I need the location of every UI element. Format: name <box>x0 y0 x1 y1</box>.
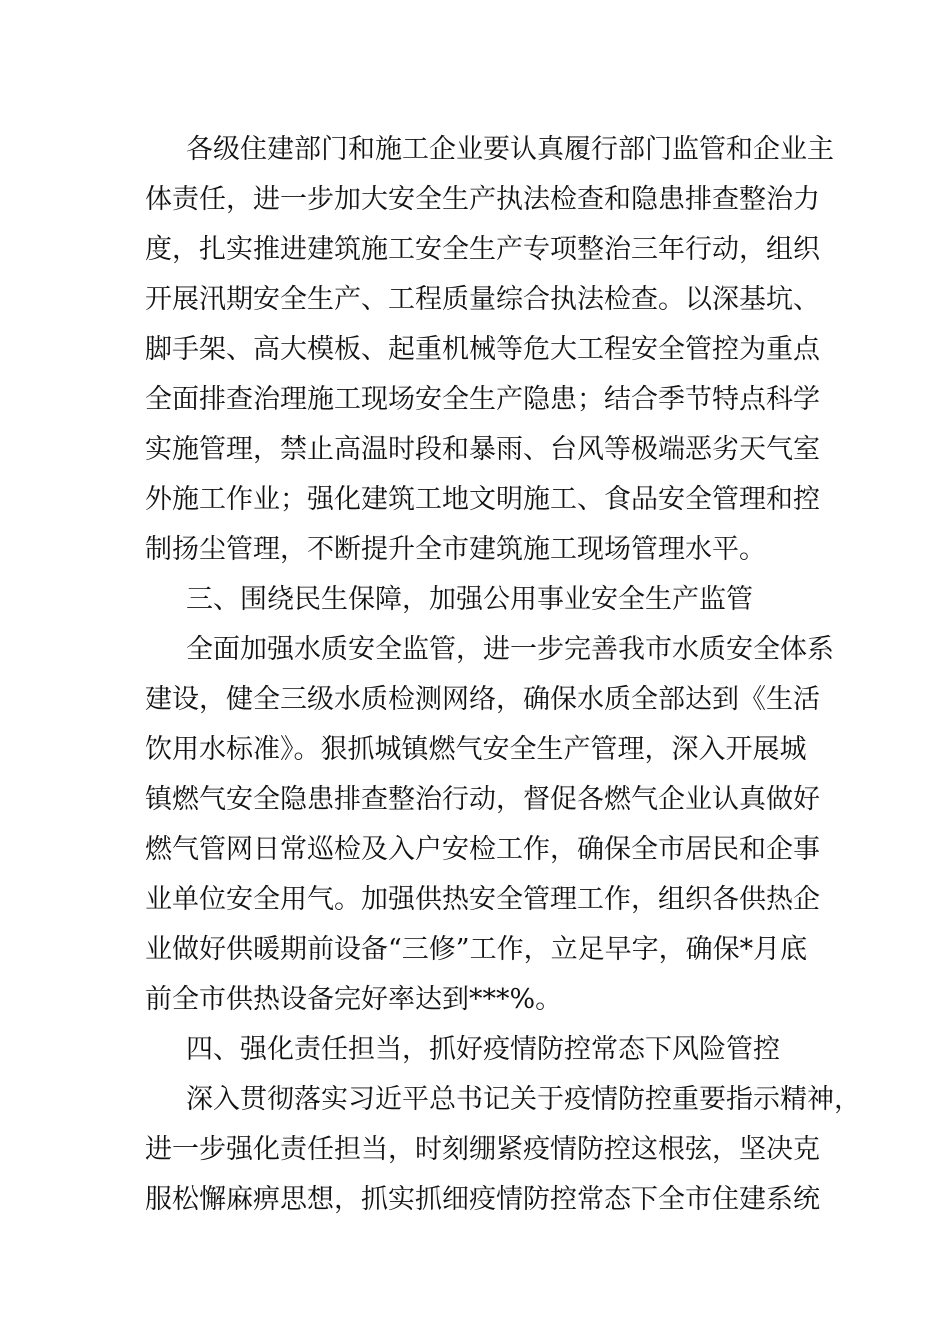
paragraph-line: 燃气管网日常巡检及入户安检工作，确保全市居民和企事 <box>145 834 820 865</box>
paragraph-line: 开展汛期安全生产、工程质量综合执法检查。以深基坑、 <box>145 284 820 315</box>
paragraph-line: 全面排查治理施工现场安全生产隐患；结合季节特点科学 <box>145 384 820 415</box>
paragraph-line: 制扬尘管理，不断提升全市建筑施工现场管理水平。 <box>145 534 766 565</box>
paragraph-line: 实施管理，禁止高温时段和暴雨、台风等极端恶劣天气室 <box>145 434 820 465</box>
paragraph-line: 前全市供热设备完好率达到***%。 <box>145 984 563 1015</box>
paragraph-line: 进一步强化责任担当，时刻绷紧疫情防控这根弦，坚决克 <box>145 1134 820 1165</box>
paragraph-line: 饮用水标准》。狠抓城镇燃气安全生产管理，深入开展城 <box>145 734 807 765</box>
paragraph-line: 脚手架、高大模板、起重机械等危大工程安全管控为重点 <box>145 334 820 365</box>
paragraph-line: 度，扎实推进建筑施工安全生产专项整治三年行动，组织 <box>145 234 820 265</box>
paragraph-line: 建设，健全三级水质检测网络，确保水质全部达到《生活 <box>145 684 820 715</box>
paragraph-line: 服松懈麻痹思想，抓实抓细疫情防控常态下全市住建系统 <box>145 1184 820 1215</box>
paragraph-line: 外施工作业；强化建筑工地文明施工、食品安全管理和控 <box>145 484 820 515</box>
paragraph-line: 各级住建部门和施工企业要认真履行部门监管和企业主 <box>186 134 834 165</box>
paragraph-line: 业做好供暖期前设备“三修”工作，立足早字，确保*月底 <box>145 934 808 965</box>
paragraph-line: 全面加强水质安全监管，进一步完善我市水质安全体系 <box>186 634 834 665</box>
section-heading: 四、强化责任担当，抓好疫情防控常态下风险管控 <box>186 1034 780 1065</box>
section-heading: 三、围绕民生保障，加强公用事业安全生产监管 <box>186 584 753 615</box>
paragraph-line: 镇燃气安全隐患排查整治行动，督促各燃气企业认真做好 <box>145 784 820 815</box>
paragraph-line: 深入贯彻落实习近平总书记关于疫情防控重要指示精神， <box>186 1084 861 1115</box>
paragraph-line: 业单位安全用气。加强供热安全管理工作，组织各供热企 <box>145 884 820 915</box>
paragraph-line: 体责任，进一步加大安全生产执法检查和隐患排查整治力 <box>145 184 820 215</box>
